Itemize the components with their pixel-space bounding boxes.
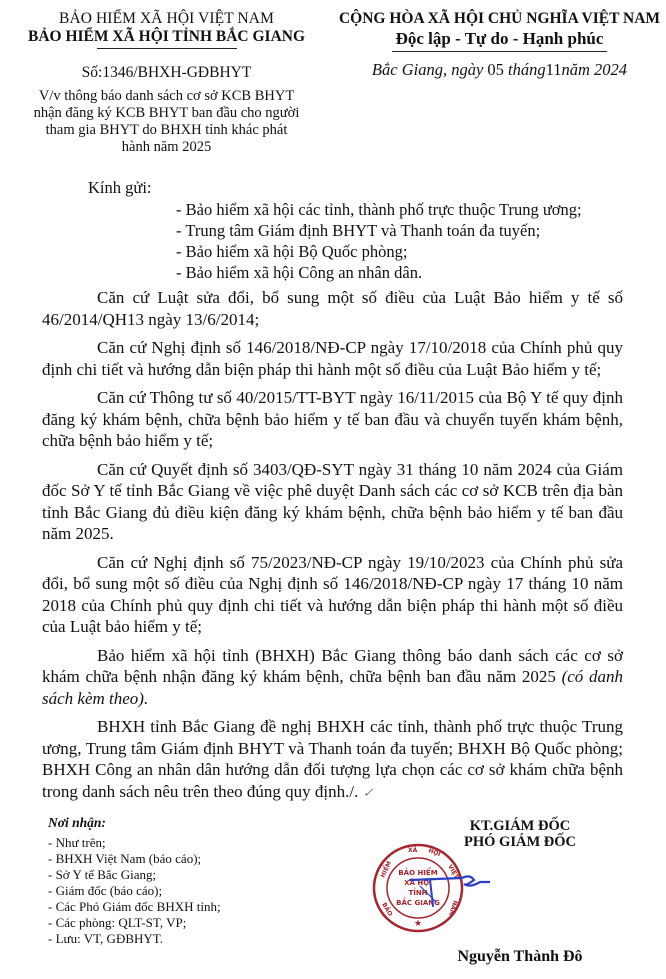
distribution-item: - Lưu: VT, GĐBHYT. bbox=[48, 931, 164, 946]
svg-text:BẢO HIỂM: BẢO HIỂM bbox=[398, 869, 438, 877]
svg-text:BẮC GIANG: BẮC GIANG bbox=[396, 899, 440, 907]
national-motto: Độc lập - Tự do - Hạnh phúc bbox=[395, 29, 604, 48]
subject-line: hành năm 2025 bbox=[121, 139, 212, 155]
addressee-item: - Trung tâm Giám định BHYT và Thanh toán đa tuyến; bbox=[176, 221, 541, 240]
addressee-item: - Bảo hiểm xã hội các tỉnh, thành phố trực thuộc Trung ương; bbox=[176, 200, 582, 219]
request-paragraph bbox=[42, 716, 623, 803]
distribution-item: - Các Phó Giám đốc BHXH tỉnh; bbox=[48, 899, 221, 914]
legal-basis-paragraph: Căn cứ Nghị định số 75/2023/NĐ-CP ngày 19/10/2023 của Chính phủ sửa đổi, bổ sung một số điều của Nghị định số 146/2018/NĐ-CP ngày 17 tháng 10 năm 2018 của Chính phủ quy định chi tiết và hướng dẫn biện pháp thi hành một số điều của Luật bảo hiểm y tế; bbox=[42, 552, 623, 636]
addressees-label: Kính gửi: bbox=[88, 178, 152, 197]
national-title: CỘNG HÒA XÃ HỘI CHỦ NGHĨA VIỆT NAM bbox=[338, 10, 661, 27]
header-right bbox=[333, 10, 666, 79]
legal-basis-paragraph: Căn cứ Luật sửa đổi, bổ sung một số điều của Luật Bảo hiểm y tế số 46/2014/QH13 ngày 13/6/2014; bbox=[42, 288, 623, 329]
notice-paragraph bbox=[42, 645, 623, 710]
header-left bbox=[0, 10, 333, 156]
svg-text:VIỆT: VIỆT bbox=[446, 863, 460, 881]
distribution-item: - BHXH Việt Nam (báo cáo); bbox=[48, 851, 202, 866]
distribution-list bbox=[48, 815, 221, 947]
date-month: 11 bbox=[545, 60, 562, 79]
distribution-item: - Như trên; bbox=[48, 835, 106, 850]
agency-underline bbox=[97, 48, 237, 49]
distribution-item: - Sở Y tế Bắc Giang; bbox=[48, 867, 157, 882]
date-day: 05 bbox=[487, 60, 504, 79]
svg-text:BẢO: BẢO bbox=[380, 901, 394, 918]
document-number: Số:1346/BHXH-GĐBHYT bbox=[81, 64, 252, 81]
notice-text: Bảo hiểm xã hội tỉnh (BHXH) Bắc Giang thông báo danh sách các cơ sở khám chữa bệnh nhận đăng ký khám bệnh, chữa bệnh ban đầu năm 2025 bbox=[42, 645, 623, 686]
official-stamp-icon bbox=[370, 838, 490, 938]
agency-name: BẢO HIỂM XÃ HỘI TỈNH BẮC GIANG bbox=[27, 28, 306, 45]
notice-attachment-note: (có danh sách kèm theo). bbox=[42, 667, 623, 708]
signer-name: Nguyễn Thành Đô bbox=[457, 948, 583, 965]
motto-underline bbox=[392, 51, 607, 52]
on-behalf-label: KT.GIÁM ĐỐC bbox=[469, 818, 571, 834]
subject-line: nhận đăng ký KCB BHYT ban đầu cho người bbox=[33, 105, 300, 121]
initials-mark-icon: ✓ bbox=[362, 784, 374, 800]
document-subject bbox=[0, 88, 333, 156]
svg-text:HIỂM: HIỂM bbox=[379, 860, 394, 879]
svg-text:XÃ HỘI: XÃ HỘI bbox=[404, 879, 432, 887]
svg-text:HỘI: HỘI bbox=[427, 847, 442, 859]
distribution-title: Nơi nhận: bbox=[48, 815, 106, 830]
subject-line: tham gia BHYT do BHXH tỉnh khác phát bbox=[45, 122, 288, 138]
svg-text:XÃ: XÃ bbox=[408, 847, 418, 854]
agency-parent: BẢO HIỂM XÃ HỘI VIỆT NAM bbox=[59, 10, 274, 27]
place-and-date bbox=[333, 60, 666, 79]
month-label: tháng bbox=[508, 60, 546, 79]
distribution-item: - Giám đốc (báo cáo); bbox=[48, 883, 163, 898]
svg-text:TỈNH: TỈNH bbox=[408, 889, 428, 897]
legal-basis-paragraph: Căn cứ Thông tư số 40/2015/TT-BYT ngày 16/11/2015 của Bộ Y tế quy định đăng ký khám bệnh, chữa bệnh bảo hiểm y tế ban đầu và chuyển tuyến khám bệnh, chữa bệnh bảo hiểm y tế; bbox=[42, 388, 623, 450]
addressee-item: - Bảo hiểm xã hội Công an nhân dân. bbox=[176, 263, 423, 282]
distribution-item: - Các phòng: QLT-ST, VP; bbox=[48, 915, 187, 930]
svg-text:NAM: NAM bbox=[446, 899, 459, 917]
addressee-item: - Bảo hiểm xã hội Bộ Quốc phòng; bbox=[176, 242, 408, 261]
legal-basis-paragraph: Căn cứ Quyết định số 3403/QĐ-SYT ngày 31 tháng 10 năm 2024 của Giám đốc Sở Y tế tỉnh Bắc Giang về việc phê duyệt Danh sách các cơ sở KCB trên địa bàn tỉnh Bắc Giang đủ điều kiện đăng ký khám bệnh, chữa bệnh bảo hiểm y tế ban đầu năm 2025. bbox=[42, 459, 623, 543]
svg-text:★: ★ bbox=[413, 918, 423, 928]
legal-basis-paragraph: Căn cứ Nghị định số 146/2018/NĐ-CP ngày 17/10/2018 của Chính phủ quy định chi tiết và hướng dẫn biện pháp thi hành một số điều của Luật Bảo hiểm y tế; bbox=[42, 338, 623, 379]
signer-position: PHÓ GIÁM ĐỐC bbox=[464, 834, 576, 850]
addressees-list bbox=[176, 199, 582, 283]
place-prefix: Bắc Giang, ngày bbox=[371, 60, 484, 79]
request-text: BHXH tỉnh Bắc Giang đề nghị BHXH các tỉnh, thành phố trực thuộc Trung ương, Trung tâm Giám định BHYT và Thanh toán đa tuyến; BHXH Bộ Quốc phòng; BHXH Công an nhân dân hướng dẫn đối tượng lựa chọn các cơ sở khám chữa bệnh trong danh sách nêu trên theo đúng quy định./. bbox=[42, 717, 623, 801]
subject-line: V/v thông báo danh sách cơ sở KCB BHYT bbox=[38, 88, 295, 104]
date-year: năm 2024 bbox=[561, 60, 628, 79]
document-body bbox=[42, 287, 623, 810]
